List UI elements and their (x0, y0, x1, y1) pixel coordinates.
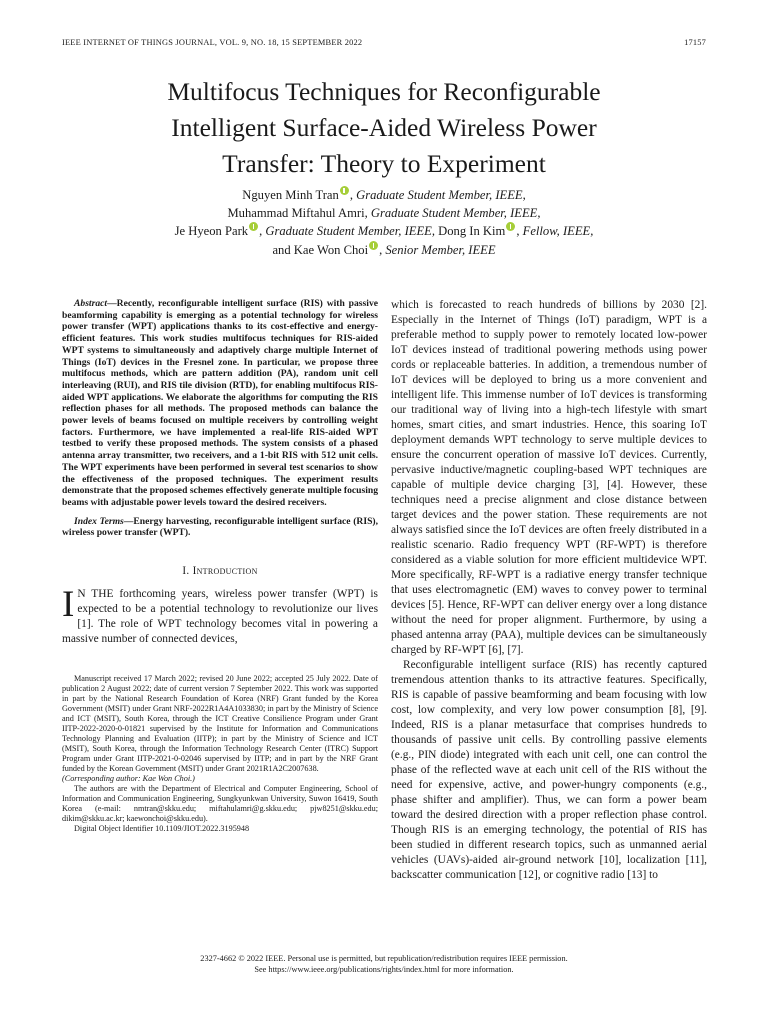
intro-first-word: N THE (77, 588, 114, 601)
footnote-corresponding: (Corresponding author: Kae Won Choi.) (62, 774, 195, 784)
rights-link[interactable]: See https://www.ieee.org/publications/rights/index.html for more information. (254, 965, 514, 974)
orcid-icon[interactable] (506, 222, 515, 231)
author-2-name: Muhammad Miftahul Amri, (227, 205, 368, 220)
author-list: Nguyen Minh Tran , Graduate Student Member, IEEE, Muhammad Miftahul Amri, Graduate Student Member, IEEE, Je Hyeon Park , Graduate Student Member, IEEE, Dong In Kim , Fellow, IEEE, and Kae Won Choi , Senior Member, IEEE (174, 188, 594, 257)
abstract (62, 298, 378, 509)
left-column (62, 298, 378, 834)
section-heading (62, 565, 378, 577)
journal-name: IEEE INTERNET OF THINGS JOURNAL, VOL. 9, NO. 18, 15 SEPTEMBER 2022 (62, 38, 363, 47)
title-line-3: Transfer: Theory to Experiment (222, 149, 546, 178)
index-terms-lead: Index Terms (74, 515, 124, 527)
author-4-role: Fellow, IEEE, (522, 224, 594, 239)
orcid-icon[interactable] (369, 241, 378, 250)
right-column (391, 298, 707, 883)
right-paragraph-1: which is forecasted to reach hundreds of billions by 2030 [2]. Especially in the Internet of Things (IoT) paradigm, WPT is a preferable method to supply power to remotely located low-power IoT devices instead of traditional powering methods using power cords or replaceable batteries. In addition, a tremendous number of IoT devices will be deployed to bring us a more convenient and intelligent life. This immense number of IoT devices is transforming our traditional way of living into a high-tech lifestyle with smart homes, smart cities, and smart industries. Hence, this soaring IoT deployment demands WPT technology to serve multiple devices to ensure the concurrent operation of massive IoT devices. Currently, pervasive inductive/magnetic coupling-based WPT techniques are capable of multiple device charging [3], [4]. However, these techniques need a precise alignment and close distance between target devices and the power station. These requirements are not always satisfied since the IoT devices are often freely distributed in a realistic scenario. Radio frequency WPT (RF-WPT) is therefore considered as a viable solution for more efficient multidevice WPT. More specifically, RF-WPT is a radiative energy transfer technique that uses electromagnetic (EM) waves to convey power to terminal devices [5]. Hence, RF-WPT can deliver energy over a long distance without the need for proper alignment. Furthermore, by using a phased antenna array (PAA), multiple devices can be simultaneously charged by RF-WPT [6], [7]. (391, 299, 707, 656)
intro-paragraph (62, 584, 378, 647)
abstract-lead: Abstract (74, 298, 108, 309)
author-5-role: Senior Member, IEEE (385, 242, 496, 257)
index-terms-text: —Energy harvesting, reconfigurable intelligent surface (RIS), wireless power transfer (WPT). (62, 515, 378, 539)
drop-cap: I (62, 584, 75, 626)
author-5-name: and Kae Won Choi (272, 242, 369, 257)
copyright-footer (40, 953, 728, 975)
footnote-received: Manuscript received 17 March 2022; revised 20 June 2022; accepted 25 July 2022. Date of publication 2 August 2022; date of current version 7 September 2022. This work was supported in part by the National Research Foundation of Korea (NRF) Grant funded by the Korea Government (MSIT) under Grant NRF-2022R1A4A1033830; in part by the Ministry of Science and ICT (MSIT), South Korea, through the ICT Creative Consilience Program under Grant IITP-2022-2020-0-01821 supervised by the Institute for Information and Communications Technology Planning and Evaluation (IITP); in part by the Ministry of Science and ICT (MSIT), South Korea, through the Information Technology Research Center (ITRC) Support Program under Grant IITP-2021-0-02046 supervised by IITP; and in part by the NRF Grant funded by the Korean Government (MSIT) under Grant 2021R1A2C2007638. (62, 674, 378, 774)
footnote-affiliation: The authors are with the Department of Electrical and Computer Engineering, School of Information and Communication Engineering, Sungkyunkwan University, Suwon 16419, South Korea (e-mail: nmtran@skku.edu; miftahulamri@g.skku.edu; pjw8251@skku.edu; dikim@skku.ac.kr; kaewonchoi@skku.edu). (62, 784, 378, 824)
title-line-1: Multifocus Techniques for Reconfigurable (167, 77, 601, 106)
footnote-divider (62, 659, 378, 661)
section-number: I. (182, 565, 190, 578)
footnote-doi[interactable]: Digital Object Identifier 10.1109/JIOT.2022.3195948 (74, 824, 250, 834)
abstract-text: —Recently, reconfigurable intelligent surface (RIS) with passive beamforming capability is emerging as a potential technology for wireless power transfer (WPT) applications thanks to its cost-effective and energy-efficient features. This work studies multifocus techniques for RIS-aided WPT systems to simultaneously and adaptively charge multiple Internet of Things (IoT) devices in the Fresnel zone. In particular, we propose three multifocus methods, which are pattern addition (PA), random unit cell interleaving (RUI), and RIS tile division (RTD), for enabling multifocus RIS-aided WPT applications. We elaborate the algorithms for computing the RIS reflection phases for all methods. The proposed methods can balance the power levels of beams focused on multiple receivers by controlling weight factors. Furthermore, we have implemented a real-life RIS-aided WPT testbed to verify these proposed methods. The system consists of a phased antenna array transmitter, two receivers, and a 1-bit RIS with 512 unit cells. The WPT experiments have been performed in several test scenarios to show the effectiveness of the proposed techniques. The experiment results demonstrate that the proposed schemes effectively generate multiple focusing beams with adjustable power levels toward the desired receivers. (62, 298, 378, 508)
author-2-role: Graduate Student Member, IEEE, (370, 205, 541, 220)
page-number: 17157 (684, 38, 706, 47)
author-1-name: Nguyen Minh Tran (242, 188, 339, 202)
author-3-role: Graduate Student Member, IEEE, (265, 224, 435, 239)
orcid-icon[interactable] (340, 186, 349, 195)
right-paragraph-2: Reconfigurable intelligent surface (RIS) has recently captured tremendous attention thanks to its attractive features. Specifically, RIS is capable of passive beamforming and beam focusing with low cost, low complexity, and very low power consumption [8], [9]. Indeed, RIS is a planar metasurface that comprises hundreds to thousands of passive unit cells. By controlling passive elements (e.g., PIN diode) integrated with each unit cell, one can control the phase of the reflected wave at each unit cell of the RIS without the need for expensive, active, and power-hungry components (e.g., phase shifter and amplifier). Thus, we can form a power beam toward the desired direction with a proper reflection phase control. Though RIS is an emerging technology, the potential of RIS has been studied in different research topics, such as unmanned aerial vehicles (UAVs)-aided air-ground network [10], localization [11], backscatter communication [12], or cognitive radio [13] to (391, 659, 707, 881)
author-1-role: Graduate Student Member, IEEE, (356, 188, 526, 202)
author-3-name: Je Hyeon Park (174, 224, 249, 239)
orcid-icon[interactable] (249, 222, 258, 231)
paper-title (40, 74, 728, 182)
author-4-name: Dong In Kim (438, 224, 506, 239)
section-title: Introduction (192, 565, 258, 578)
copyright-line: 2327-4662 © 2022 IEEE. Personal use is permitted, but republication/redistribution requires IEEE permission. (200, 954, 568, 963)
index-terms (62, 516, 378, 539)
intro-text: forthcoming years, wireless power transfer (WPT) is expected to be a potential technology to revolutionize our lives [1]. The role of WPT technology becomes vital in powering a massive number of connected devices, (62, 588, 378, 646)
title-line-2: Intelligent Surface-Aided Wireless Power (171, 113, 597, 142)
